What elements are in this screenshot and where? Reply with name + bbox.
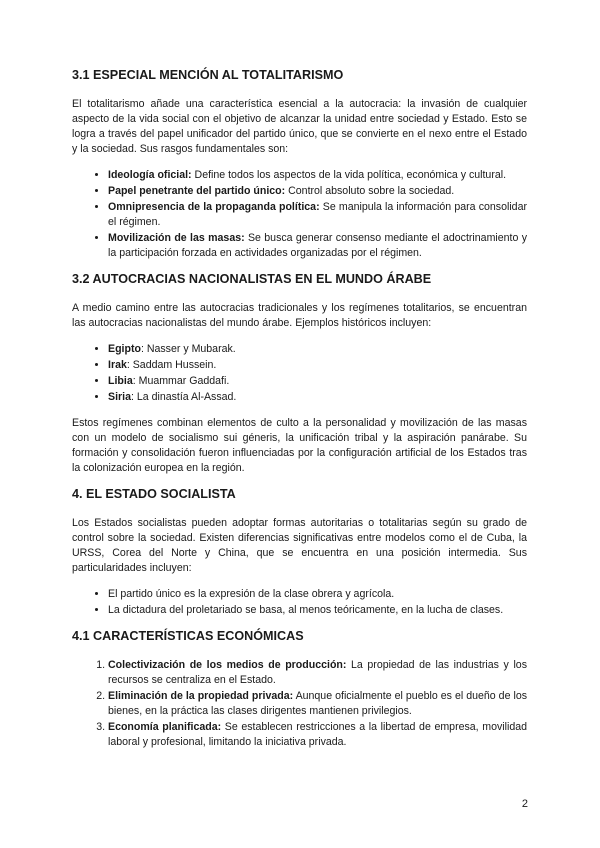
list-item <box>108 689 527 719</box>
section-heading: 4.1 CARACTERÍSTICAS ECONÓMICAS <box>72 629 304 643</box>
list-item <box>108 720 527 750</box>
list-item <box>108 168 527 183</box>
bullet-list <box>72 342 527 405</box>
list-item-term: Colectivización de los medios de producción: <box>108 659 347 671</box>
list-item-term: Egipto <box>108 343 141 355</box>
paragraph: Los Estados socialistas pueden adoptar formas autoritarias o totalitarias según su grado de control sobre la sociedad. Existen diferencias significativas entre modelos como el de Cuba, la URSS, Corea del Norte y China, que se encuentra en una posición intermedia. Sus particularidades incluyen: <box>72 517 527 574</box>
paragraph: El totalitarismo añade una característica esencial a la autocracia: la invasión de cualquier aspecto de la vida social con el objetivo de alcanzar la unidad entre sociedad y Estado. Esto se logra a través del papel unificador del partido único, que se convierte en el nexo entre el Estado y la sociedad. Sus rasgos fundamentales son: <box>72 98 527 155</box>
section-heading: 3.2 AUTOCRACIAS NACIONALISTAS EN EL MUNDO ÁRABE <box>72 272 432 286</box>
list-item-term: Movilización de las masas: <box>108 232 245 244</box>
list-item-term: Libia <box>108 375 133 387</box>
list-item-text: Control absoluto sobre la sociedad. <box>285 185 455 197</box>
document-page <box>72 68 527 761</box>
list-item-text: : Saddam Hussein. <box>126 359 217 371</box>
list-item <box>108 231 527 261</box>
list-item <box>108 358 527 373</box>
list-item-term: Ideología oficial: <box>108 169 192 181</box>
numbered-list <box>72 658 527 750</box>
list-item-term: Papel penetrante del partido único: <box>108 185 286 197</box>
list-item-term: Economía planificada: <box>108 721 222 733</box>
paragraph: A medio camino entre las autocracias tradicionales y los regímenes totalitarios, se encuentran las autocracias nacionalistas del mundo árabe. Ejemplos históricos incluyen: <box>72 302 527 329</box>
list-item <box>108 374 527 389</box>
list-item-text: Se manipula la información para consolidar el régimen. <box>108 201 527 228</box>
section-autocracias-arabes <box>72 272 527 476</box>
list-item-text: : Nasser y Mubarak. <box>140 343 236 355</box>
bullet-list <box>72 168 527 261</box>
list-item: • El partido único es la expresión de la clase obrera y agrícola. <box>108 587 527 602</box>
paragraph: Estos regímenes combinan elementos de culto a la personalidad y movilización de las masas con un modelo de socialismo sui géneris, la unificación tribal y la aspiración panárabe. Su formación y consolidación fueron influenciadas por la configuración artificial de los Estados tras la colonización europea en la región. <box>72 417 527 474</box>
list-item-text: Se establecen restricciones a la libertad de empresa, movilidad laboral y profesional, limitando la iniciativa privada. <box>108 721 527 748</box>
list-item-text: Aunque oficialmente el pueblo es el dueño de los bienes, en la práctica las clases dirigentes mantienen privilegios. <box>108 690 528 717</box>
section-caracteristicas-economicas <box>72 629 527 750</box>
list-item-text: : Muammar Gaddafi. <box>132 375 230 387</box>
bullet-list <box>72 587 527 618</box>
section-heading: 4. EL ESTADO SOCIALISTA <box>72 487 236 501</box>
page-number: 2 <box>521 798 528 810</box>
list-item-text: Define todos los aspectos de la vida política, económica y cultural. <box>191 169 507 181</box>
list-item <box>108 390 527 405</box>
list-item <box>108 184 527 199</box>
list-item-term: Omnipresencia de la propaganda política: <box>108 201 320 213</box>
list-item <box>108 342 527 357</box>
list-item-term: Siria <box>108 391 131 403</box>
list-item-text: : La dinastía Al-Assad. <box>130 391 237 403</box>
list-item <box>108 658 527 688</box>
list-item <box>108 200 527 230</box>
section-heading: 3.1 ESPECIAL MENCIÓN AL TOTALITARISMO <box>72 68 344 82</box>
section-estado-socialista <box>72 487 527 618</box>
list-item: • La dictadura del proletariado se basa, al menos teóricamente, en la lucha de clases. <box>108 603 527 618</box>
list-item-text: Se busca generar consenso mediante el adoctrinamiento y la participación forzada en actividades organizadas por el régimen. <box>108 232 528 259</box>
list-item-text: La propiedad de las industrias y los recursos se centraliza en el Estado. <box>108 659 527 686</box>
list-item-term: Irak <box>108 359 127 371</box>
list-item-term: Eliminación de la propiedad privada: <box>108 690 294 702</box>
section-totalitarismo <box>72 68 527 261</box>
